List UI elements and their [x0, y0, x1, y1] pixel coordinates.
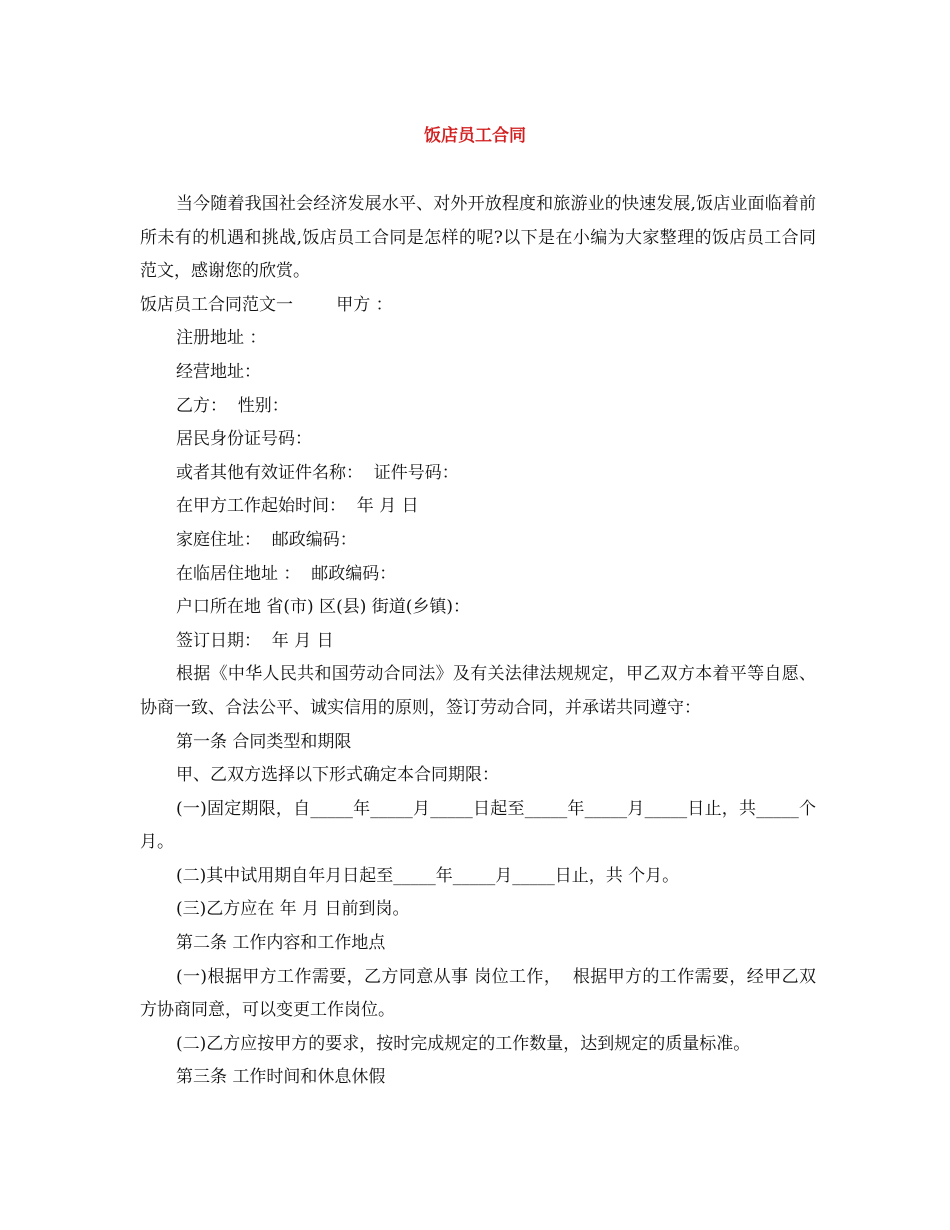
paragraph: 户口所在地 省(市) 区(县) 街道(乡镇)： [176, 597, 471, 618]
paragraph: 当今随着我国社会经济发展水平、对外开放程度和旅游业的快速发展,饭店业面临着前所未有的机遇和挑战,饭店员工合同是怎样的呢?以下是在小编为大家整理的饭店员工合同范文，感谢您的欣赏。 [140, 194, 816, 282]
paragraph: 居民身份证号码： [176, 429, 312, 450]
paragraph: (一)固定期限，自_____年_____月_____日起至_____年_____月_____日止，共_____个月。 [140, 798, 816, 853]
paragraph: 第二条 工作内容和工作地点 [176, 933, 386, 954]
paragraph: 饭店员工合同范文一 甲方 ： [140, 294, 393, 315]
paragraph: 第一条 合同类型和期限 [176, 731, 352, 752]
paragraph: 家庭住址： 邮政编码： [176, 529, 357, 550]
paragraph: 签订日期： 年 月 日 [176, 630, 334, 651]
paragraph: 或者其他有效证件名称： 证件号码： [176, 462, 459, 483]
paragraph: 第三条 工作时间和休息休假 [176, 1067, 386, 1088]
paragraph: 甲、乙双方选择以下形式确定本合同期限： [176, 765, 499, 786]
paragraph: 注册地址 ： [176, 328, 267, 349]
paragraph: 在临居住地址 ： 邮政编码： [176, 563, 397, 584]
document-body [140, 188, 816, 1095]
paragraph: 根据《中华人民共和国劳动合同法》及有关法律法规规定，甲乙双方本着平等自愿、协商一致、合法公平、诚实信用的原则，签订劳动合同，并承诺共同遵守： [140, 664, 816, 718]
document-title: 饭店员工合同 [424, 126, 526, 146]
paragraph: 经营地址： [176, 361, 261, 382]
paragraph: (二)其中试用期自年月日起至_____年_____月_____日止，共 个月。 [176, 865, 680, 886]
paragraph: (三)乙方应在 年 月 日前到岗。 [176, 899, 410, 920]
paragraph: 乙方： 性别： [176, 395, 289, 416]
paragraph: (一)根据甲方工作需要，乙方同意从事 岗位工作， 根据甲方的工作需要，经甲乙双方协商同意，可以变更工作岗位。 [140, 966, 816, 1021]
paragraph: 在甲方工作起始时间： 年 月 日 [176, 496, 419, 517]
paragraph: (二)乙方应按甲方的要求，按时完成规定的工作数量，达到规定的质量标准。 [176, 1033, 751, 1054]
